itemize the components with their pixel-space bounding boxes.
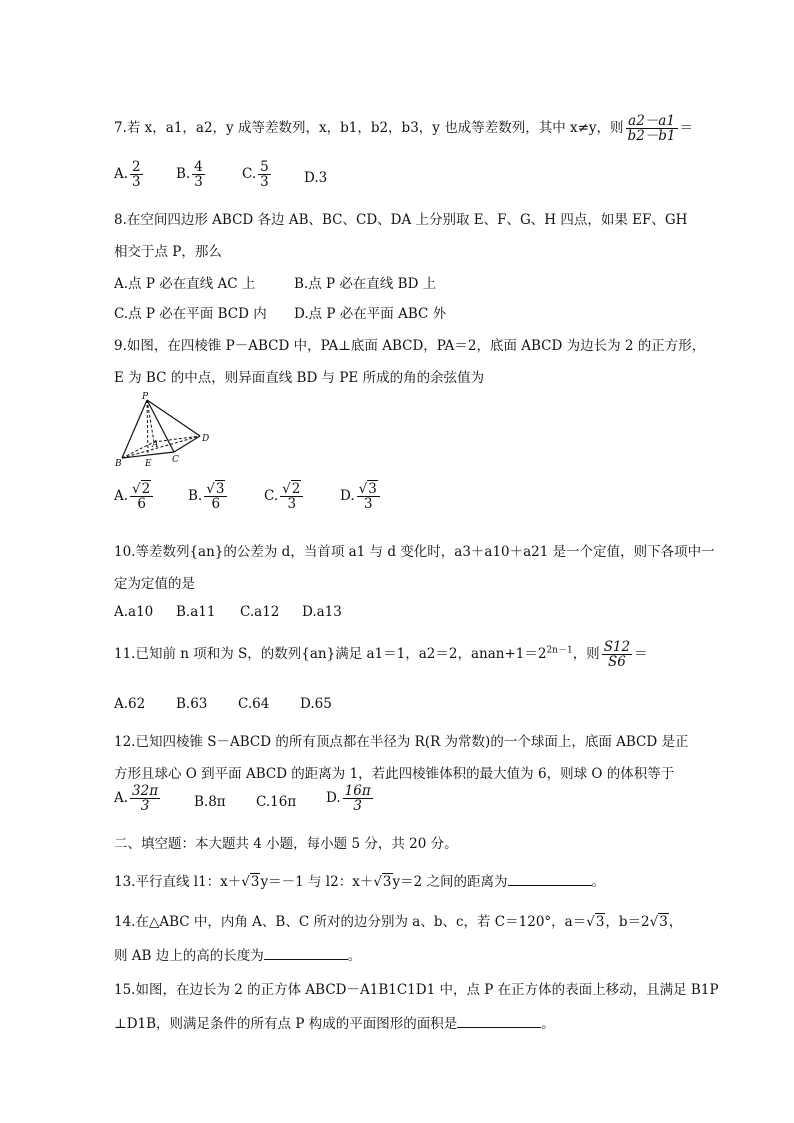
q7-tail: ＝: [679, 120, 694, 137]
q14-c: ，b＝2: [605, 914, 650, 930]
section-2-heading: 二、填空题：本大题共 4 小题，每小题 5 分，共 20 分。: [114, 836, 458, 852]
q7-option-a-frac: [130, 160, 143, 189]
q9-option-d-label: D.: [340, 488, 355, 505]
q9-option-b-label: B.: [188, 488, 203, 505]
q10-line-1: 10.等差数列{an}的公差为 d，当首项 a1 与 d 变化时，a3＋a10＋a21 是一个定值，则下各项中一: [114, 544, 715, 560]
q13-d: 3: [382, 874, 392, 890]
q14-d: 3: [659, 914, 668, 930]
q9-option-d-num: √3: [357, 482, 380, 497]
q9-option-d-den: 3: [363, 496, 373, 513]
q8-line-2: 相交于点 P，那么: [114, 244, 222, 260]
q13-sqrt-1: [250, 874, 261, 890]
q9-option-b-num: √3: [204, 482, 227, 497]
q7-option-c-den: 3: [260, 174, 269, 191]
q13-tail: 。: [591, 874, 606, 890]
q7-text: 7.若 x，a1，a2，y 成等差数列，x，b1，b2，b3，y 也成等差数列，其中 x≠y，则: [114, 120, 624, 137]
q9-line-2: E 为 BC 的中点，则异面直线 BD 与 PE 所成的角的余弦值为: [114, 370, 485, 386]
q8-option-a: A.点 P 必在直线 AC 上: [114, 276, 256, 292]
q12-option-a-den: 3: [140, 798, 150, 815]
q12-line-1: 12.已知四棱锥 S－ABCD 的所有顶点都在半径为 R(R 为常数)的一个球面上，底面 ABCD 是正: [114, 734, 689, 750]
q13-e: y＝2 之间的距离为: [392, 874, 508, 890]
q7-fraction: [626, 114, 678, 143]
fig-label-e: E: [145, 459, 152, 469]
q7-option-a-den: 3: [132, 174, 141, 191]
q12-option-d-frac: [343, 784, 373, 813]
q12-line-2: 方形且球心 O 到平面 ABCD 的距离为 1，若此四棱锥体积的最大值为 6，则球 O 的体积等于: [114, 766, 675, 782]
q11-mid: ，则: [572, 646, 600, 663]
question-13: 13.平行直线 l1：x＋√3y＝－1 与 l2：x＋√3y＝2 之间的距离为 。: [114, 874, 606, 890]
q7-option-b: [176, 160, 207, 189]
q10-option-b: B.a11: [176, 604, 216, 620]
q11-fraction: [602, 640, 632, 669]
q14-b: 3: [595, 914, 605, 930]
q11-exp: 2n－1: [546, 645, 573, 656]
q9-option-b-frac: [204, 482, 227, 511]
q11-frac-num: S12: [603, 639, 631, 655]
q12-option-b: B.8π: [194, 794, 226, 810]
q9-option-a: [114, 482, 155, 511]
q13-c: y＝－1 与 l2：x＋: [260, 874, 374, 890]
q14-a: 14.在△ABC 中，内角 A、B、C 所对的边分别为 a、b、c，若 C＝120°，a＝: [114, 914, 587, 930]
q11-frac-den: S6: [607, 654, 626, 671]
q14-sqrt-2: [658, 914, 669, 930]
q9-option-d-frac: [357, 482, 380, 511]
q9-option-a-num: √2: [130, 482, 153, 497]
q9-option-a-label: A.: [114, 488, 129, 505]
q14-line-2-wrap: [114, 944, 361, 964]
q7-option-c-frac: [258, 160, 271, 189]
q7-option-b-label: B.: [176, 166, 191, 183]
q11-text: 11.已知前 n 项和为 S，的数列{an}满足 a1＝1，a2＝2，anan+1＝2: [114, 646, 547, 663]
q13-b: 3: [250, 874, 260, 890]
q9-option-a-den: 6: [137, 496, 146, 513]
q9-option-b-rad: 3: [215, 481, 225, 497]
q12-option-a: [114, 784, 162, 813]
q8-option-b: B.点 P 必在直线 BD 上: [294, 276, 437, 292]
q7-frac-num: a2－a1: [626, 114, 678, 129]
q15-tail: 。: [541, 1016, 555, 1032]
q12-option-d-num: 16π: [344, 783, 371, 799]
q9-option-a-rad: 2: [141, 481, 151, 497]
q15-line-2-wrap: [114, 1012, 555, 1032]
q12-option-c: C.16π: [256, 794, 297, 810]
q11-option-c: C.64: [238, 696, 270, 712]
q11-option-b: B.63: [176, 696, 208, 712]
q9-option-d: [340, 482, 382, 511]
fig-label-a: A: [152, 440, 159, 450]
q13-sqrt-2: [382, 874, 393, 890]
q12-option-a-label: A.: [114, 790, 129, 807]
q7-option-b-num: 4: [194, 159, 203, 175]
q7-option-a: [114, 160, 145, 189]
q14-sqrt-1: [595, 914, 606, 930]
q7-option-b-frac: [192, 160, 205, 189]
q9-option-b: [188, 482, 229, 511]
q11-option-d: D.65: [300, 696, 332, 712]
q9-option-c-frac: [280, 482, 303, 511]
fig-label-b: B: [115, 459, 122, 469]
q7-option-a-num: 2: [132, 159, 141, 175]
q9-option-c: [264, 482, 305, 511]
q10-line-2: 定为定值的是: [114, 576, 195, 592]
fig-label-c: C: [172, 455, 179, 465]
q9-option-c-label: C.: [264, 488, 279, 505]
q14-tail: 。: [347, 948, 362, 964]
q11-tail: ＝: [634, 646, 648, 663]
q7-option-c-label: C.: [242, 166, 257, 183]
q8-line-1: 8.在空间四边形 ABCD 各边 AB、BC、CD、DA 上分别取 E、F、G、H 四点，如果 EF、GH: [114, 212, 688, 228]
question-11: [114, 640, 648, 669]
q15-line-1: 15.如图，在边长为 2 的正方体 ABCD－A1B1C1D1 中，点 P 在正方体的表面上移动，且满足 B1P: [114, 982, 719, 998]
q7-option-c: [242, 160, 273, 189]
q8-option-c: C.点 P 必在平面 BCD 内: [114, 306, 267, 322]
q7-frac-den: b2－b1: [627, 128, 676, 145]
q15-answer-blank[interactable]: [457, 1015, 541, 1028]
q7-option-a-label: A.: [114, 166, 129, 183]
q9-option-a-frac: [130, 482, 153, 511]
q7-option-c-num: 5: [260, 159, 269, 175]
q9-option-c-rad: 2: [291, 481, 301, 497]
q9-option-c-num: √2: [280, 482, 303, 497]
q9-option-c-den: 3: [287, 496, 297, 513]
pyramid-figure: [112, 390, 222, 470]
q14-line-2: 则 AB 边上的高的长度为: [114, 948, 264, 964]
q12-option-a-frac: [130, 784, 160, 813]
q10-option-c: C.a12: [240, 604, 280, 620]
q14-answer-blank[interactable]: [264, 947, 348, 960]
q7-option-b-den: 3: [194, 174, 203, 191]
q12-option-d-den: 3: [353, 798, 362, 815]
fig-label-p: P: [142, 392, 149, 402]
question-14: 14.在△ABC 中，内角 A、B、C 所对的边分别为 a、b、c，若 C＝120°，a＝√3，b＝2√3，: [114, 914, 683, 930]
fig-label-d: D: [202, 434, 210, 444]
q9-option-b-den: 6: [211, 496, 221, 513]
q7-option-d: D.3: [304, 170, 328, 186]
q12-option-d-label: D.: [326, 790, 341, 807]
q9-option-d-rad: 3: [368, 481, 377, 497]
q11-option-a: A.62: [114, 696, 146, 712]
q15-line-2: ⊥D1B，则满足条件的所有点 P 构成的平面图形的面积是: [114, 1016, 458, 1032]
q13-answer-blank[interactable]: [508, 873, 592, 886]
q12-option-d: [326, 784, 375, 813]
q8-option-d: D.点 P 必在平面 ABC 外: [294, 306, 447, 322]
q12-option-a-num: 32π: [132, 783, 159, 799]
q10-option-d: D.a13: [302, 604, 342, 620]
q10-option-a: A.a10: [114, 604, 154, 620]
q9-line-1: 9.如图，在四棱锥 P－ABCD 中，PA⊥底面 ABCD，PA＝2，底面 ABCD 为边长为 2 的正方形，: [114, 338, 706, 354]
question-7: [114, 114, 693, 143]
q13-a: 13.平行直线 l1：x＋: [114, 874, 242, 890]
q14-e: ，: [668, 914, 683, 930]
